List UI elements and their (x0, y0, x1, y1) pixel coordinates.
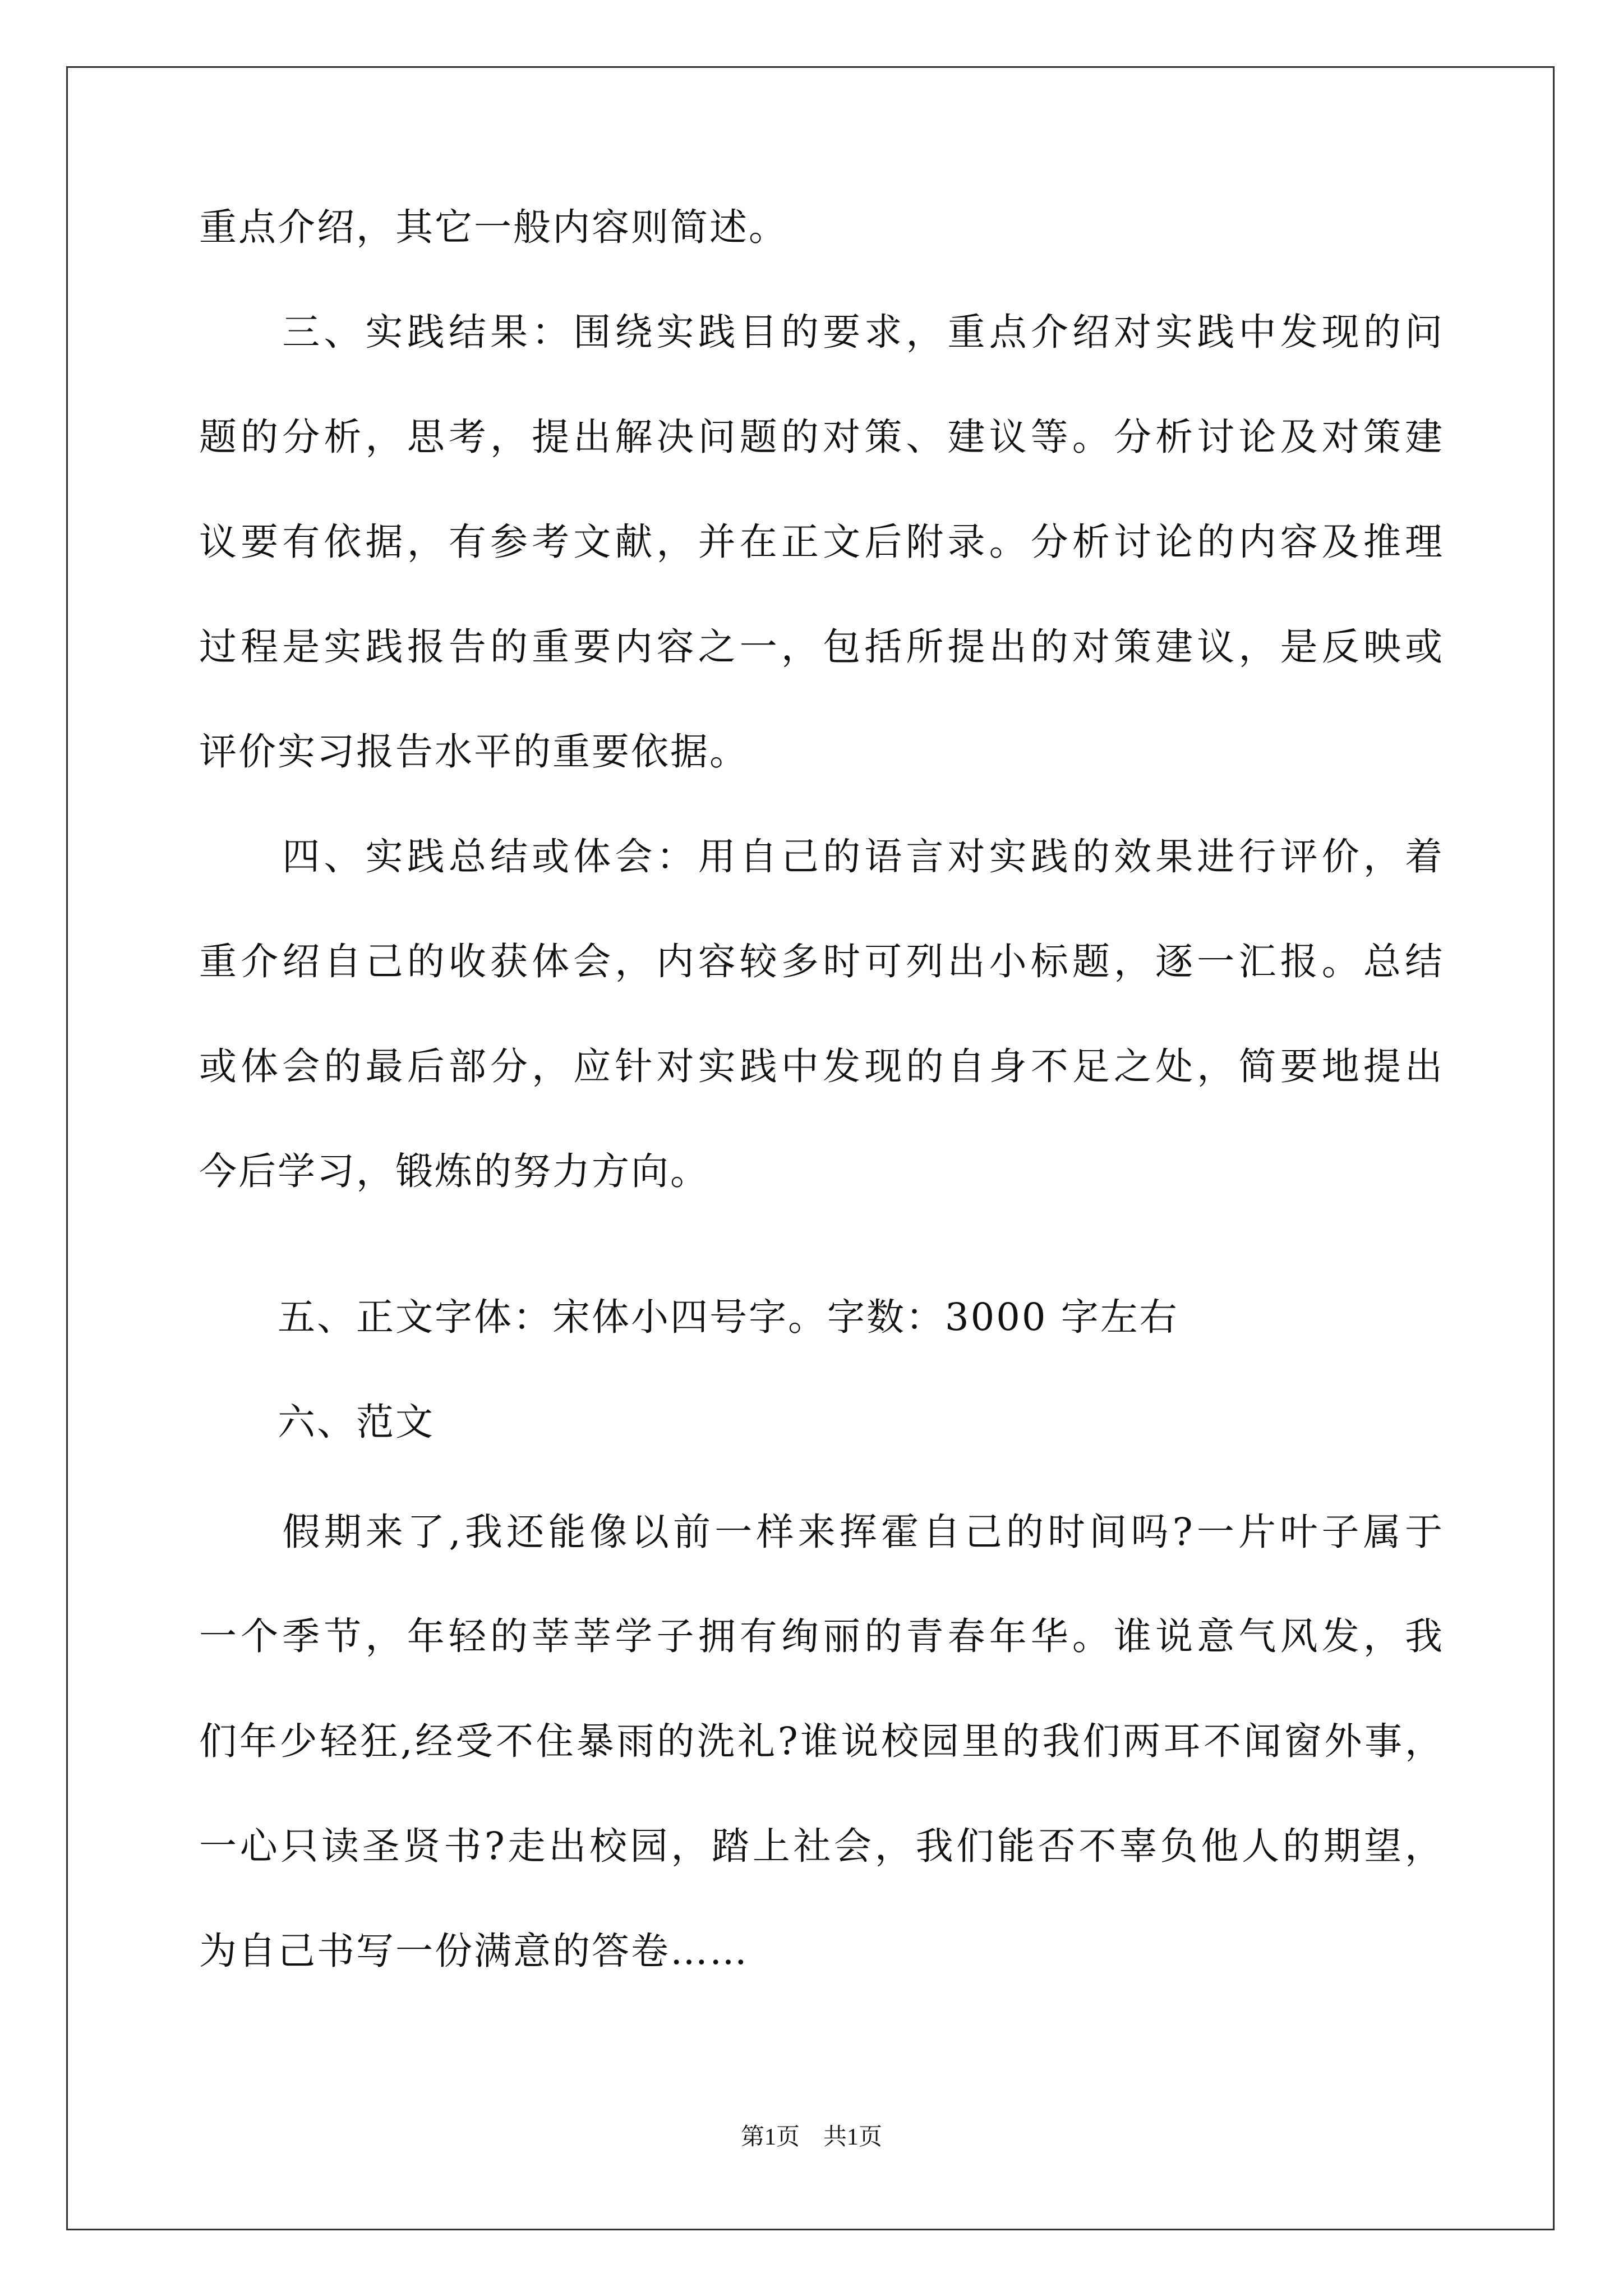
paragraph-line: 题的分析，思考，提出解决问题的对策、建议等。分析讨论及对策建 (199, 415, 1444, 459)
paragraph-line: 议要有依据，有参考文献，并在正文后附录。分析讨论的内容及推理 (199, 520, 1444, 564)
paragraph-line: 三、实践结果：围绕实践目的要求，重点介绍对实践中发现的问 (199, 310, 1444, 354)
paragraph-line: 六、范文 (199, 1400, 435, 1444)
paragraph-line: 五、正文字体：宋体小四号字。字数：3000 字左右 (199, 1295, 1179, 1339)
paragraph-line: 评价实习报告水平的重要依据。 (199, 730, 749, 774)
paragraph-line: 假期来了,我还能像以前一样来挥霍自己的时间吗?一片叶子属于 (199, 1510, 1444, 1554)
page-number-footer: 第1页 共1页 (740, 2124, 882, 2150)
paragraph-line: 们年少轻狂,经受不住暴雨的洗礼?谁说校园里的我们两耳不闻窗外事， (199, 1719, 1444, 1763)
paragraph-line: 一心只读圣贤书?走出校园，踏上社会，我们能否不辜负他人的期望， (199, 1824, 1444, 1868)
paragraph-line: 四、实践总结或体会：用自己的语言对实践的效果进行评价，着 (199, 835, 1444, 878)
paragraph-line: 重点介绍，其它一般内容则简述。 (199, 205, 788, 249)
paragraph-line: 过程是实践报告的重要内容之一，包括所提出的对策建议，是反映或 (199, 625, 1444, 669)
paragraph-line: 一个季节，年轻的莘莘学子拥有绚丽的青春年华。谁说意气风发，我 (199, 1614, 1444, 1658)
paragraph-line: 重介绍自己的收获体会，内容较多时可列出小标题，逐一汇报。总结 (199, 940, 1444, 983)
paragraph-line: 今后学习，锻炼的努力方向。 (199, 1149, 709, 1193)
paragraph-line: 或体会的最后部分，应针对实践中发现的自身不足之处，简要地提出 (199, 1045, 1444, 1088)
paragraph-line: 为自己书写一份满意的答卷…… (199, 1929, 749, 1973)
